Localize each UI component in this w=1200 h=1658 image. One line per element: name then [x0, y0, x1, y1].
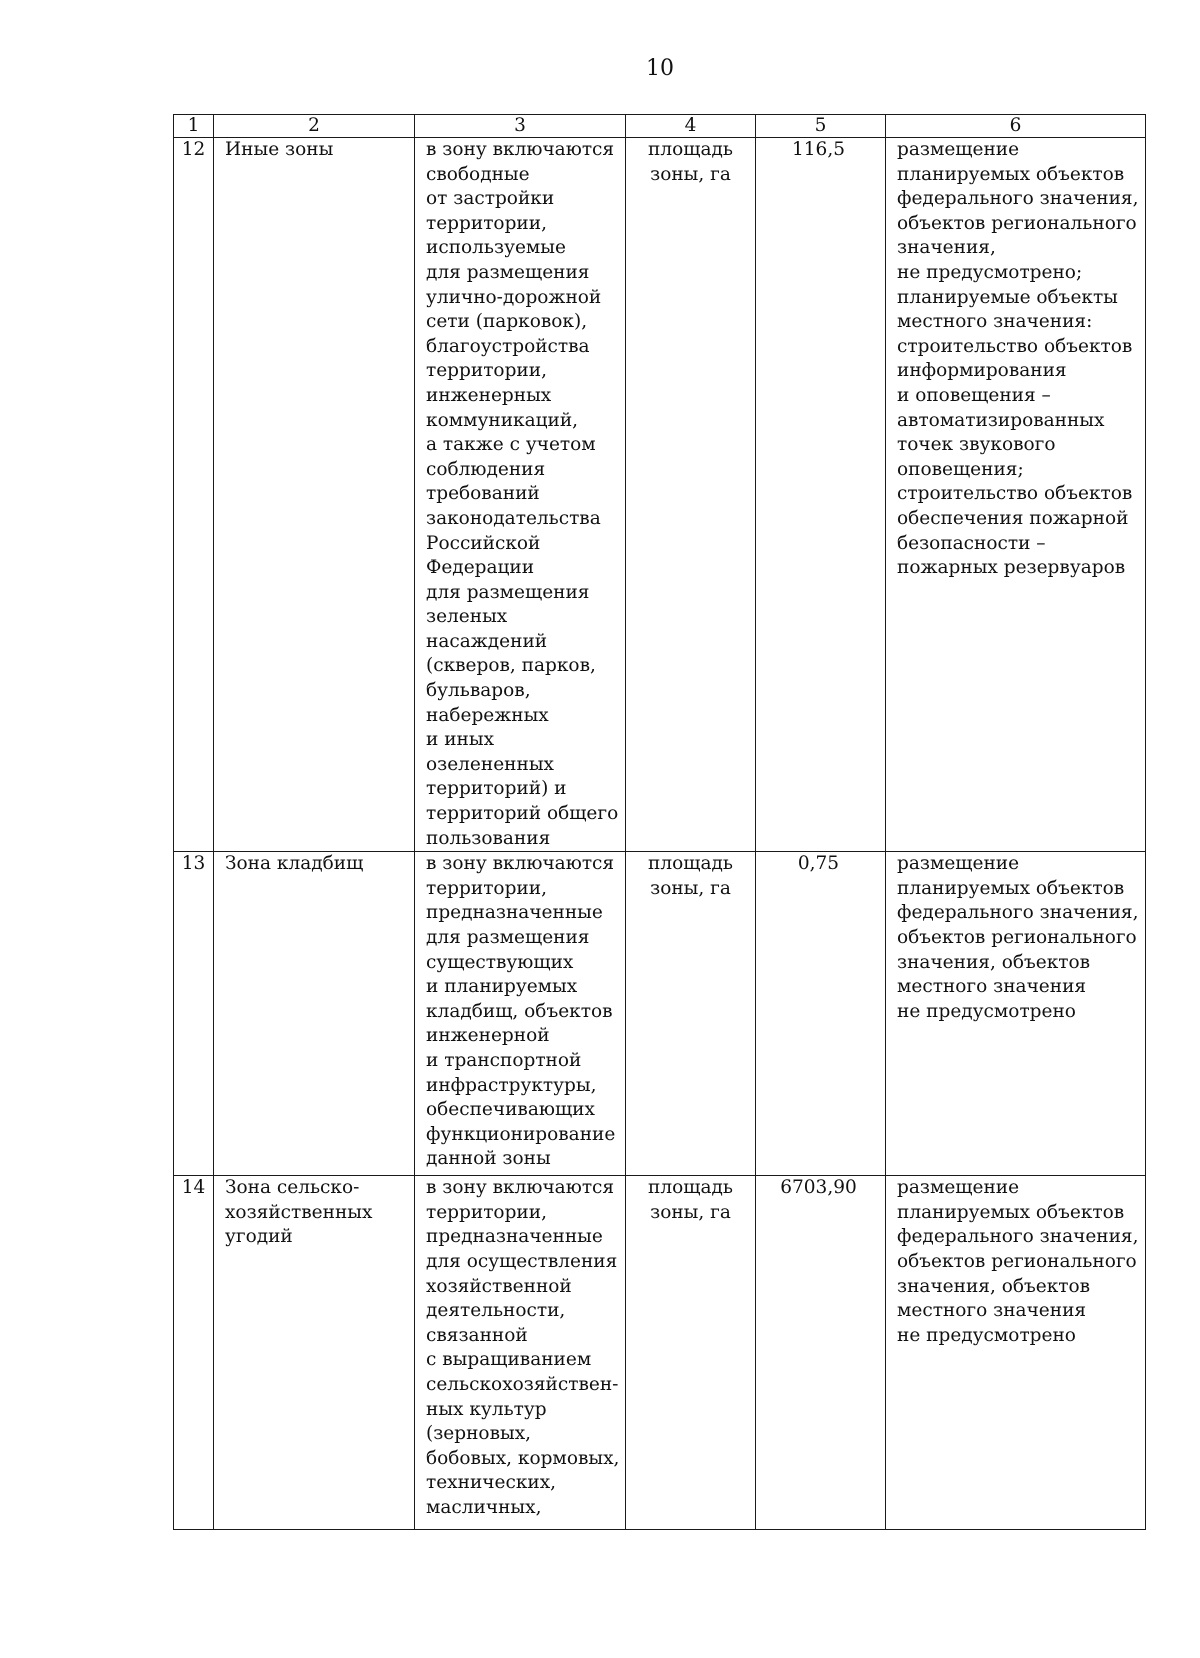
description-line: зеленых — [426, 606, 508, 628]
unit-cell — [626, 1176, 756, 1530]
description-line: территории, — [426, 212, 547, 234]
planned-objects-line: планируемых объектов — [897, 877, 1125, 899]
zone-name-cell — [214, 852, 415, 1176]
description-line: данной зоны — [426, 1148, 551, 1170]
zone-description-cell — [415, 138, 626, 852]
description-line: Федерации — [426, 557, 535, 579]
description-line: инженерной — [426, 1025, 550, 1047]
planned-objects-line: не предусмотрено — [897, 1000, 1076, 1022]
unit-line: зоны, га — [650, 163, 731, 185]
description-line: пользования — [426, 827, 551, 849]
row-number: 13 — [174, 852, 214, 1176]
description-line: насаждений — [426, 630, 548, 652]
description-line: территорий общего — [426, 803, 619, 825]
planned-objects-line: федерального значения, — [897, 188, 1139, 210]
description-line: территории, — [426, 877, 547, 899]
description-line: используемые — [426, 237, 566, 259]
planned-objects-line: значения, — [897, 237, 996, 259]
planned-objects-line: планируемых объектов — [897, 163, 1125, 185]
description-line: обеспечивающих — [426, 1099, 595, 1121]
planned-objects-cell — [886, 852, 1146, 1176]
zone-description-cell — [415, 852, 626, 1176]
zone-name-line: Иные зоны — [225, 139, 334, 160]
planned-objects-line: значения, объектов — [897, 951, 1091, 973]
planned-objects-line: размещение — [897, 853, 1020, 875]
description-line: инженерных — [426, 384, 552, 406]
description-line: предназначенные — [426, 1226, 603, 1248]
description-line: ных культур — [426, 1398, 547, 1420]
description-line: и планируемых — [426, 976, 578, 998]
description-line: законодательства — [426, 507, 601, 529]
planned-objects-cell — [886, 1176, 1146, 1530]
unit-line: площадь — [648, 853, 733, 875]
description-line: функционирование — [426, 1123, 616, 1145]
planned-objects-line: местного значения — [897, 976, 1087, 998]
zone-name-line: хозяйственных — [225, 1201, 373, 1223]
planned-objects-line: размещение — [897, 139, 1020, 160]
planned-objects-line: значения, объектов — [897, 1275, 1091, 1297]
unit-line: площадь — [648, 1177, 733, 1199]
description-line: в зону включаются — [426, 853, 615, 875]
page-number: 10 — [646, 56, 674, 81]
planned-objects-line: и оповещения – — [897, 384, 1051, 406]
description-line: соблюдения — [426, 458, 546, 480]
row-number: 12 — [174, 138, 214, 852]
description-line: в зону включаются — [426, 1177, 615, 1199]
unit-cell — [626, 852, 756, 1176]
description-line: Российской — [426, 532, 541, 554]
description-line: бульваров, — [426, 680, 531, 702]
planned-objects-line: размещение — [897, 1177, 1020, 1199]
description-line: требований — [426, 483, 540, 505]
table-row — [174, 852, 1146, 1176]
planned-objects-line: строительство объектов — [897, 483, 1133, 505]
column-number-2: 2 — [214, 115, 415, 138]
zone-name-line: угодий — [225, 1226, 293, 1248]
description-line: деятельности, — [426, 1300, 566, 1322]
column-number-6: 6 — [886, 115, 1146, 138]
planned-objects-line: безопасности – — [897, 532, 1046, 554]
planned-objects-line: федерального значения, — [897, 1226, 1139, 1248]
planned-objects-line: пожарных резервуаров — [897, 557, 1126, 579]
zone-name-cell — [214, 1176, 415, 1530]
unit-cell — [626, 138, 756, 852]
unit-line: зоны, га — [650, 877, 731, 899]
description-line: а также с учетом — [426, 434, 596, 456]
description-line: и иных — [426, 729, 495, 751]
description-line: существующих — [426, 951, 574, 973]
description-line: для размещения — [426, 581, 590, 603]
description-line: сельскохозяйствен- — [426, 1373, 619, 1395]
planned-objects-line: объектов регионального — [897, 1251, 1137, 1272]
description-line: инфраструктуры, — [426, 1074, 597, 1096]
table-row — [174, 138, 1146, 852]
planned-objects-line: планируемые объекты — [897, 286, 1118, 308]
description-line: для осуществления — [426, 1251, 618, 1272]
planned-objects-line: объектов регионального — [897, 927, 1137, 948]
zone-name-line: Зона кладбищ — [225, 853, 364, 875]
zone-description-cell — [415, 1176, 626, 1530]
description-line: хозяйственной — [426, 1275, 572, 1297]
zone-name-cell — [214, 138, 415, 852]
planned-objects-line: информирования — [897, 360, 1067, 382]
planned-objects-line: оповещения; — [897, 458, 1024, 480]
description-line: технических, — [426, 1472, 557, 1494]
planned-objects-line: не предусмотрено — [897, 1324, 1076, 1346]
description-line: набережных — [426, 704, 549, 726]
description-line: коммуникаций, — [426, 409, 579, 431]
area-value: 6703,90 — [756, 1176, 886, 1530]
unit-line: площадь — [648, 139, 733, 160]
planned-objects-line: обеспечения пожарной — [897, 507, 1129, 529]
zones-table — [173, 114, 1146, 1530]
planned-objects-line: автоматизированных — [897, 409, 1105, 431]
planned-objects-line: строительство объектов — [897, 335, 1133, 357]
description-line: для размещения — [426, 927, 590, 948]
planned-objects-cell — [886, 138, 1146, 852]
column-number-row — [174, 115, 1146, 138]
planned-objects-line: точек звукового — [897, 434, 1056, 456]
description-line: и транспортной — [426, 1049, 582, 1071]
planned-objects-line: федерального значения, — [897, 902, 1139, 924]
area-value: 116,5 — [756, 138, 886, 852]
description-line: территорий) и — [426, 778, 567, 800]
zone-name-line: Зона сельско- — [225, 1177, 360, 1199]
planned-objects-line: местного значения: — [897, 311, 1093, 333]
description-line: (скверов, парков, — [426, 655, 596, 677]
description-line: масличных, — [426, 1496, 542, 1518]
unit-line: зоны, га — [650, 1201, 731, 1223]
description-line: свободные — [426, 163, 530, 185]
description-line: от застройки — [426, 188, 555, 210]
description-line: с выращиванием — [426, 1349, 592, 1371]
description-line: (зерновых, — [426, 1423, 532, 1445]
description-line: благоустройства — [426, 335, 590, 357]
planned-objects-line: объектов регионального — [897, 212, 1137, 234]
planned-objects-line: местного значения — [897, 1300, 1087, 1322]
description-line: бобовых, кормовых, — [426, 1447, 620, 1469]
description-line: озелененных — [426, 753, 554, 775]
row-number: 14 — [174, 1176, 214, 1530]
description-line: сети (парковок), — [426, 311, 588, 333]
description-line: связанной — [426, 1324, 528, 1346]
column-number-1: 1 — [174, 115, 214, 138]
description-line: для размещения — [426, 261, 590, 283]
area-value: 0,75 — [756, 852, 886, 1176]
column-number-4: 4 — [626, 115, 756, 138]
description-line: территории, — [426, 360, 547, 382]
description-line: в зону включаются — [426, 139, 615, 160]
description-line: предназначенные — [426, 902, 603, 924]
table-row — [174, 1176, 1146, 1530]
description-line: кладбищ, объектов — [426, 1000, 613, 1022]
column-number-3: 3 — [415, 115, 626, 138]
description-line: улично-дорожной — [426, 286, 602, 308]
column-number-5: 5 — [756, 115, 886, 138]
description-line: территории, — [426, 1201, 547, 1223]
planned-objects-line: планируемых объектов — [897, 1201, 1125, 1223]
planned-objects-line: не предусмотрено; — [897, 261, 1083, 283]
